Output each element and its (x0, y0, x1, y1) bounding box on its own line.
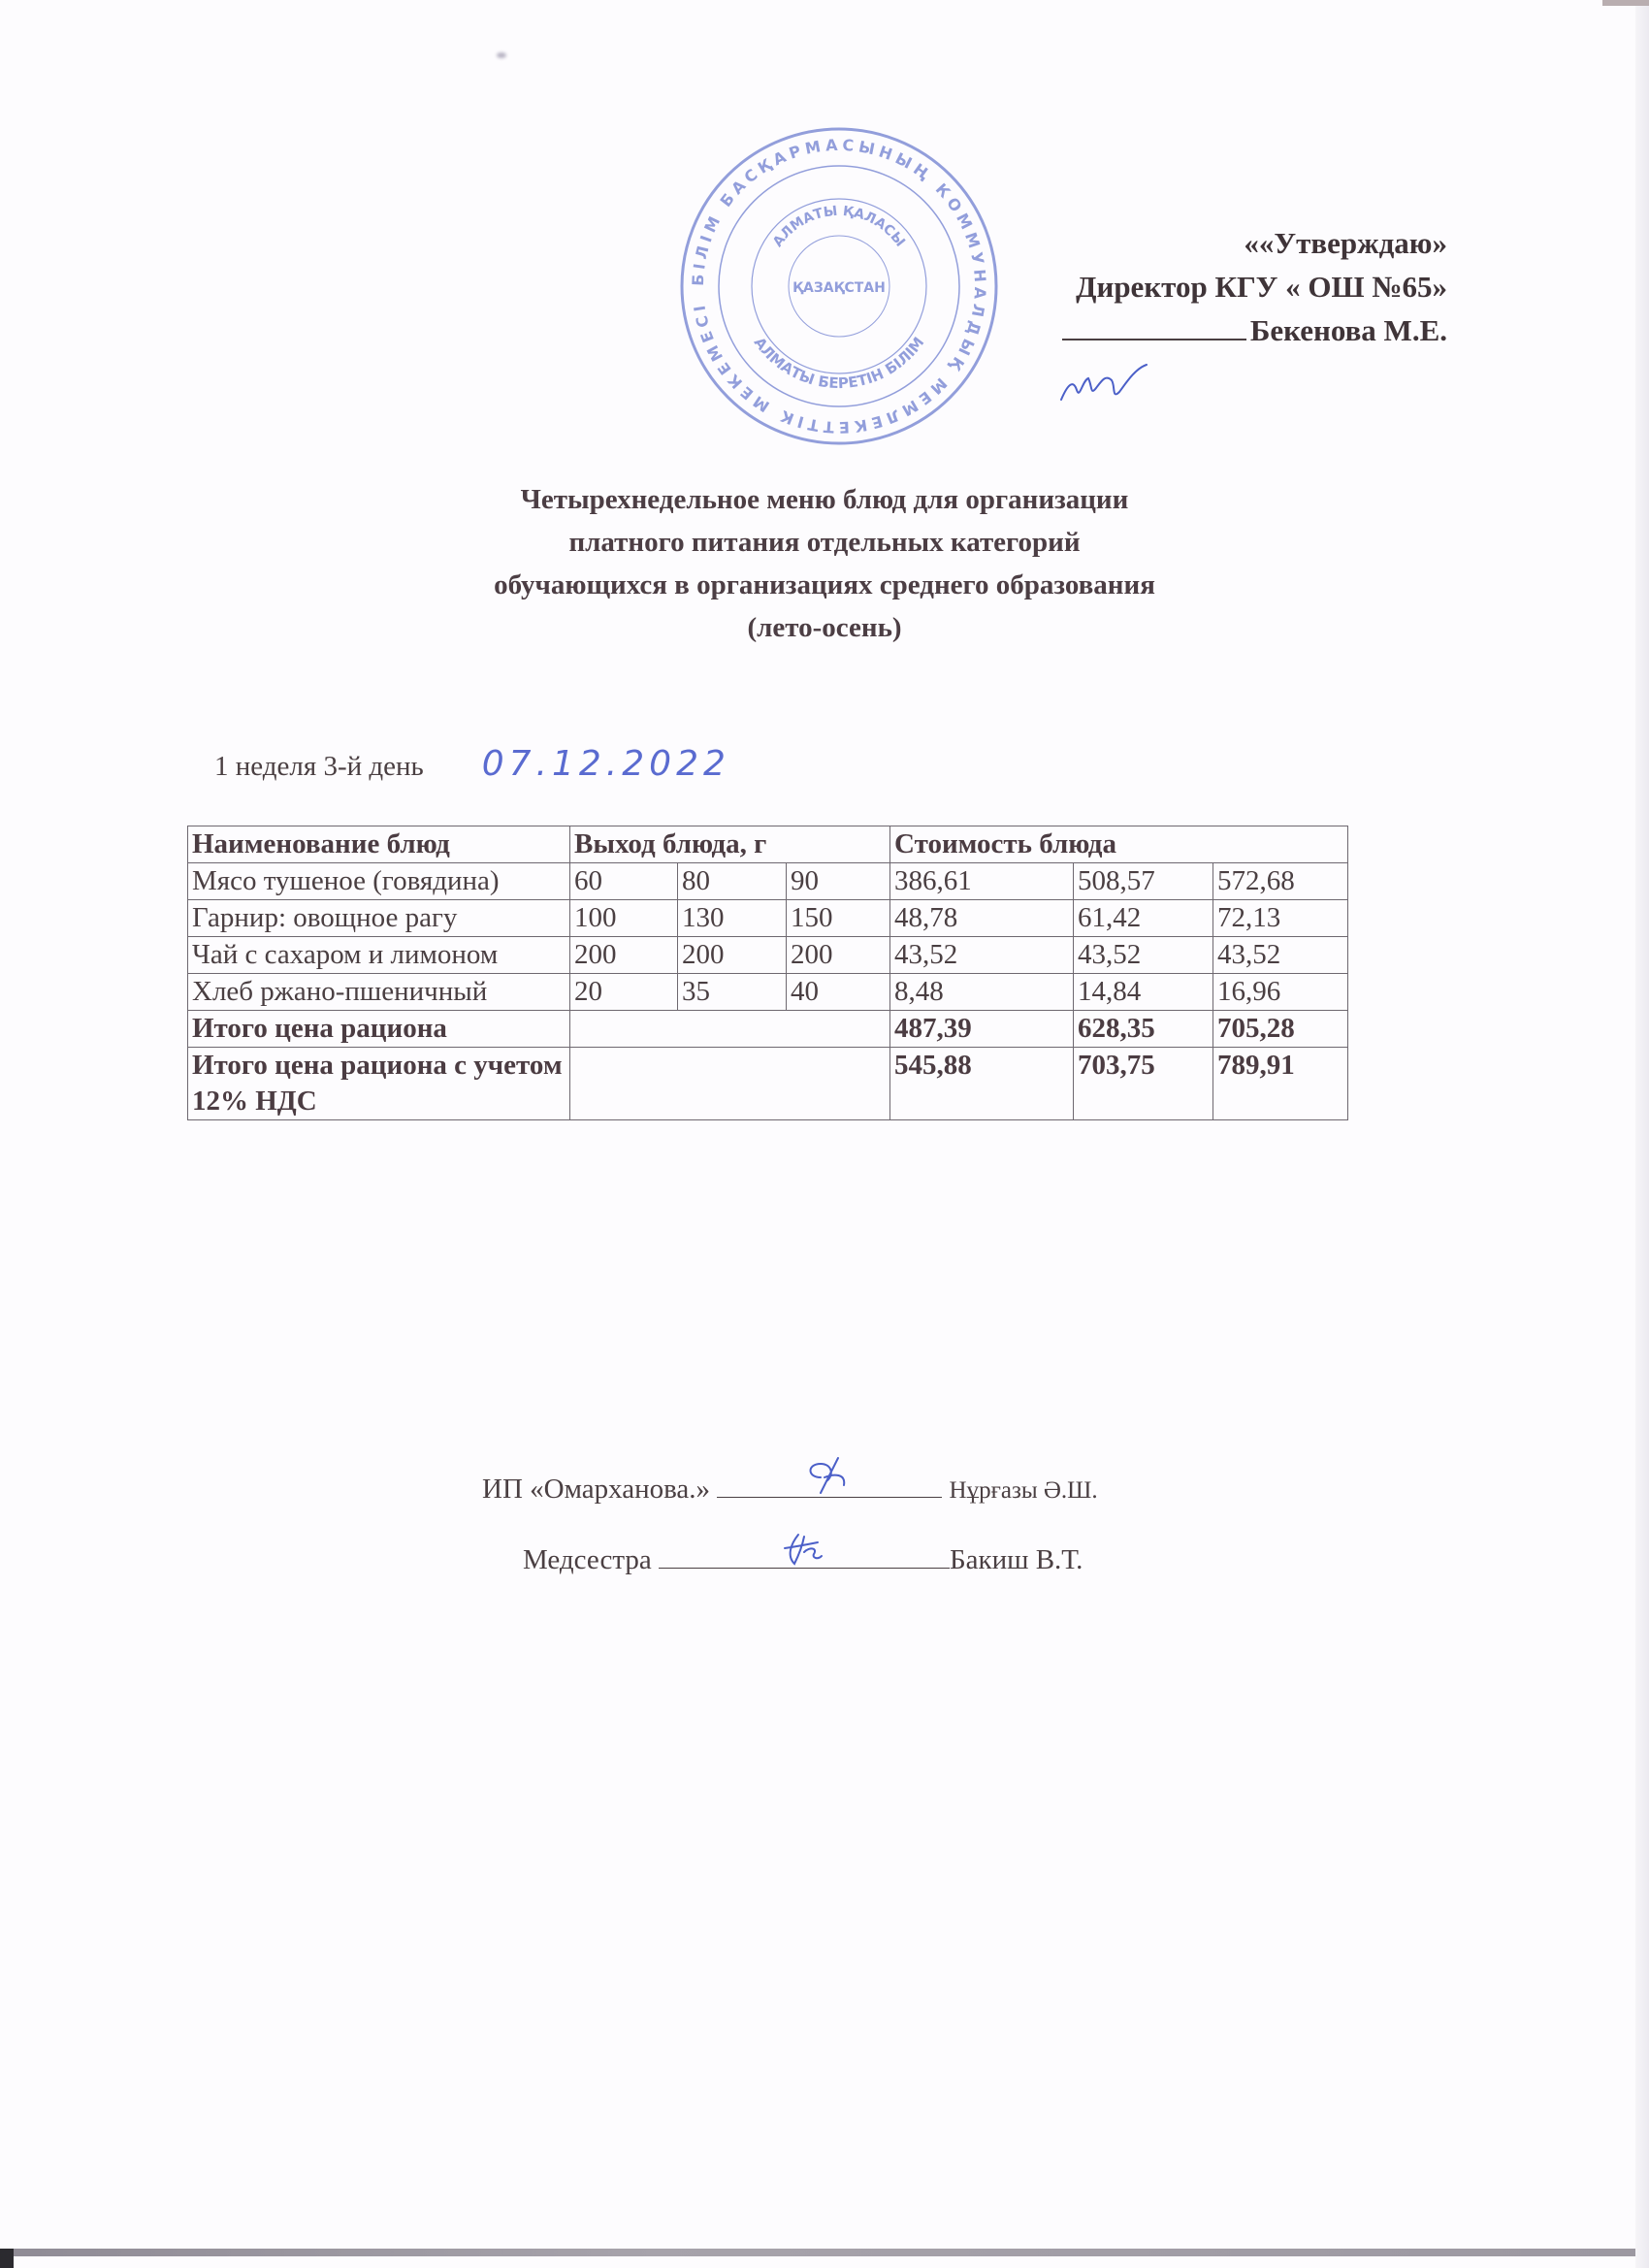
table-row (188, 863, 1348, 900)
nurse-name: Бакиш В.Т. (950, 1544, 1083, 1575)
scan-edge-top (1602, 0, 1649, 6)
total-vat-cost-cell: 703,75 (1074, 1048, 1213, 1120)
cost-cell: 16,96 (1213, 974, 1348, 1011)
director-title: Директор КГУ « ОШ №65» (1076, 270, 1447, 304)
supplier-label: ИП «Омарханова.» (482, 1474, 711, 1505)
cost-cell: 8,48 (890, 974, 1074, 1011)
dish-name: Чай с сахаром и лимоном (188, 937, 570, 974)
total-vat-label: Итого цена рациона с учетом 12% НДС (188, 1048, 570, 1120)
cost-cell: 43,52 (1074, 937, 1213, 974)
title-line-4: (лето-осень) (747, 612, 902, 643)
document-title (0, 478, 1649, 649)
title-line-1: Четырехнедельное меню блюд для организации (520, 484, 1129, 515)
yield-cell: 35 (678, 974, 787, 1011)
dish-name: Мясо тушеное (говядина) (188, 863, 570, 900)
yield-cell: 200 (787, 937, 890, 974)
week-day-label: 1 неделя 3-й день (214, 751, 424, 782)
cost-cell: 43,52 (1213, 937, 1348, 974)
cost-cell: 48,78 (890, 900, 1074, 937)
scan-speck (497, 52, 506, 58)
yield-cell: 60 (570, 863, 678, 900)
title-line-2: платного питания отдельных категорий (568, 527, 1081, 558)
scan-corner (0, 2249, 14, 2268)
official-stamp-icon (679, 126, 999, 446)
yield-cell: 100 (570, 900, 678, 937)
scan-edge-bottom (0, 2249, 1635, 2256)
approve-word: ««Утверждаю» (1244, 226, 1447, 260)
cost-cell: 43,52 (890, 937, 1074, 974)
total-vat-cost-cell: 789,91 (1213, 1048, 1348, 1120)
cost-cell: 386,61 (890, 863, 1074, 900)
header-cost: Стоимость блюда (890, 826, 1348, 863)
schedule-line (214, 743, 730, 786)
title-line-3: обучающихся в организациях среднего образования (494, 569, 1155, 600)
total-row (188, 1011, 1348, 1048)
yield-cell: 90 (787, 863, 890, 900)
yield-cell: 20 (570, 974, 678, 1011)
cost-cell: 508,57 (1074, 863, 1213, 900)
stamp-center-text: ҚАЗАҚСТАН (792, 280, 886, 296)
cost-cell: 72,13 (1213, 900, 1348, 937)
director-name: Бекенова М.Е. (1249, 313, 1447, 347)
stamp-outer-text: БІЛІМ БАСҚАРМАСЫНЫҢ КОММУНАЛДЫҚ МЕМЛЕКЕТТІК МЕКЕМЕСІ (688, 135, 990, 437)
yield-cell: 80 (678, 863, 787, 900)
signature-underline (659, 1544, 950, 1569)
total-label: Итого цена рациона (188, 1011, 570, 1048)
dish-name: Хлеб ржано-пшеничный (188, 974, 570, 1011)
total-empty-cell (570, 1011, 890, 1048)
supplier-signature-line (482, 1470, 1098, 1510)
table-row (188, 900, 1348, 937)
handwritten-date: 07.12.2022 (481, 744, 730, 784)
scan-edge-right (1635, 0, 1649, 2268)
nurse-signature-line (523, 1540, 1083, 1579)
nurse-signature-icon (777, 1531, 831, 1566)
menu-table (187, 826, 1348, 1120)
total-cost-cell: 628,35 (1074, 1011, 1213, 1048)
supplier-name: Нұрғазы Ә.Ш. (949, 1477, 1098, 1504)
total-vat-empty-cell (570, 1048, 890, 1120)
header-dish-name: Наименование блюд (188, 826, 570, 863)
signature-underline (1062, 309, 1246, 340)
director-signature-icon (1057, 361, 1154, 405)
yield-cell: 200 (570, 937, 678, 974)
table-header-row (188, 826, 1348, 863)
director-signature-line (1062, 308, 1447, 352)
stamp-bottom-text: АЛМАТЫ БЕРЕТІН БІЛІМ (750, 334, 928, 393)
total-vat-row (188, 1048, 1348, 1120)
total-cost-cell: 705,28 (1213, 1011, 1348, 1048)
yield-cell: 130 (678, 900, 787, 937)
cost-cell: 14,84 (1074, 974, 1213, 1011)
yield-cell: 150 (787, 900, 890, 937)
header-yield: Выход блюда, г (570, 826, 890, 863)
table-row (188, 937, 1348, 974)
table-row (188, 974, 1348, 1011)
total-vat-cost-cell: 545,88 (890, 1048, 1074, 1120)
yield-cell: 200 (678, 937, 787, 974)
approval-block (1062, 221, 1447, 352)
total-cost-cell: 487,39 (890, 1011, 1074, 1048)
stamp-inner-text: АЛМАТЫ ҚАЛАСЫ (769, 203, 908, 250)
supplier-signature-icon (795, 1456, 863, 1495)
signature-underline (717, 1474, 942, 1498)
yield-cell: 40 (787, 974, 890, 1011)
cost-cell: 61,42 (1074, 900, 1213, 937)
cost-cell: 572,68 (1213, 863, 1348, 900)
dish-name: Гарнир: овощное рагу (188, 900, 570, 937)
nurse-label: Медсестра (523, 1544, 652, 1575)
